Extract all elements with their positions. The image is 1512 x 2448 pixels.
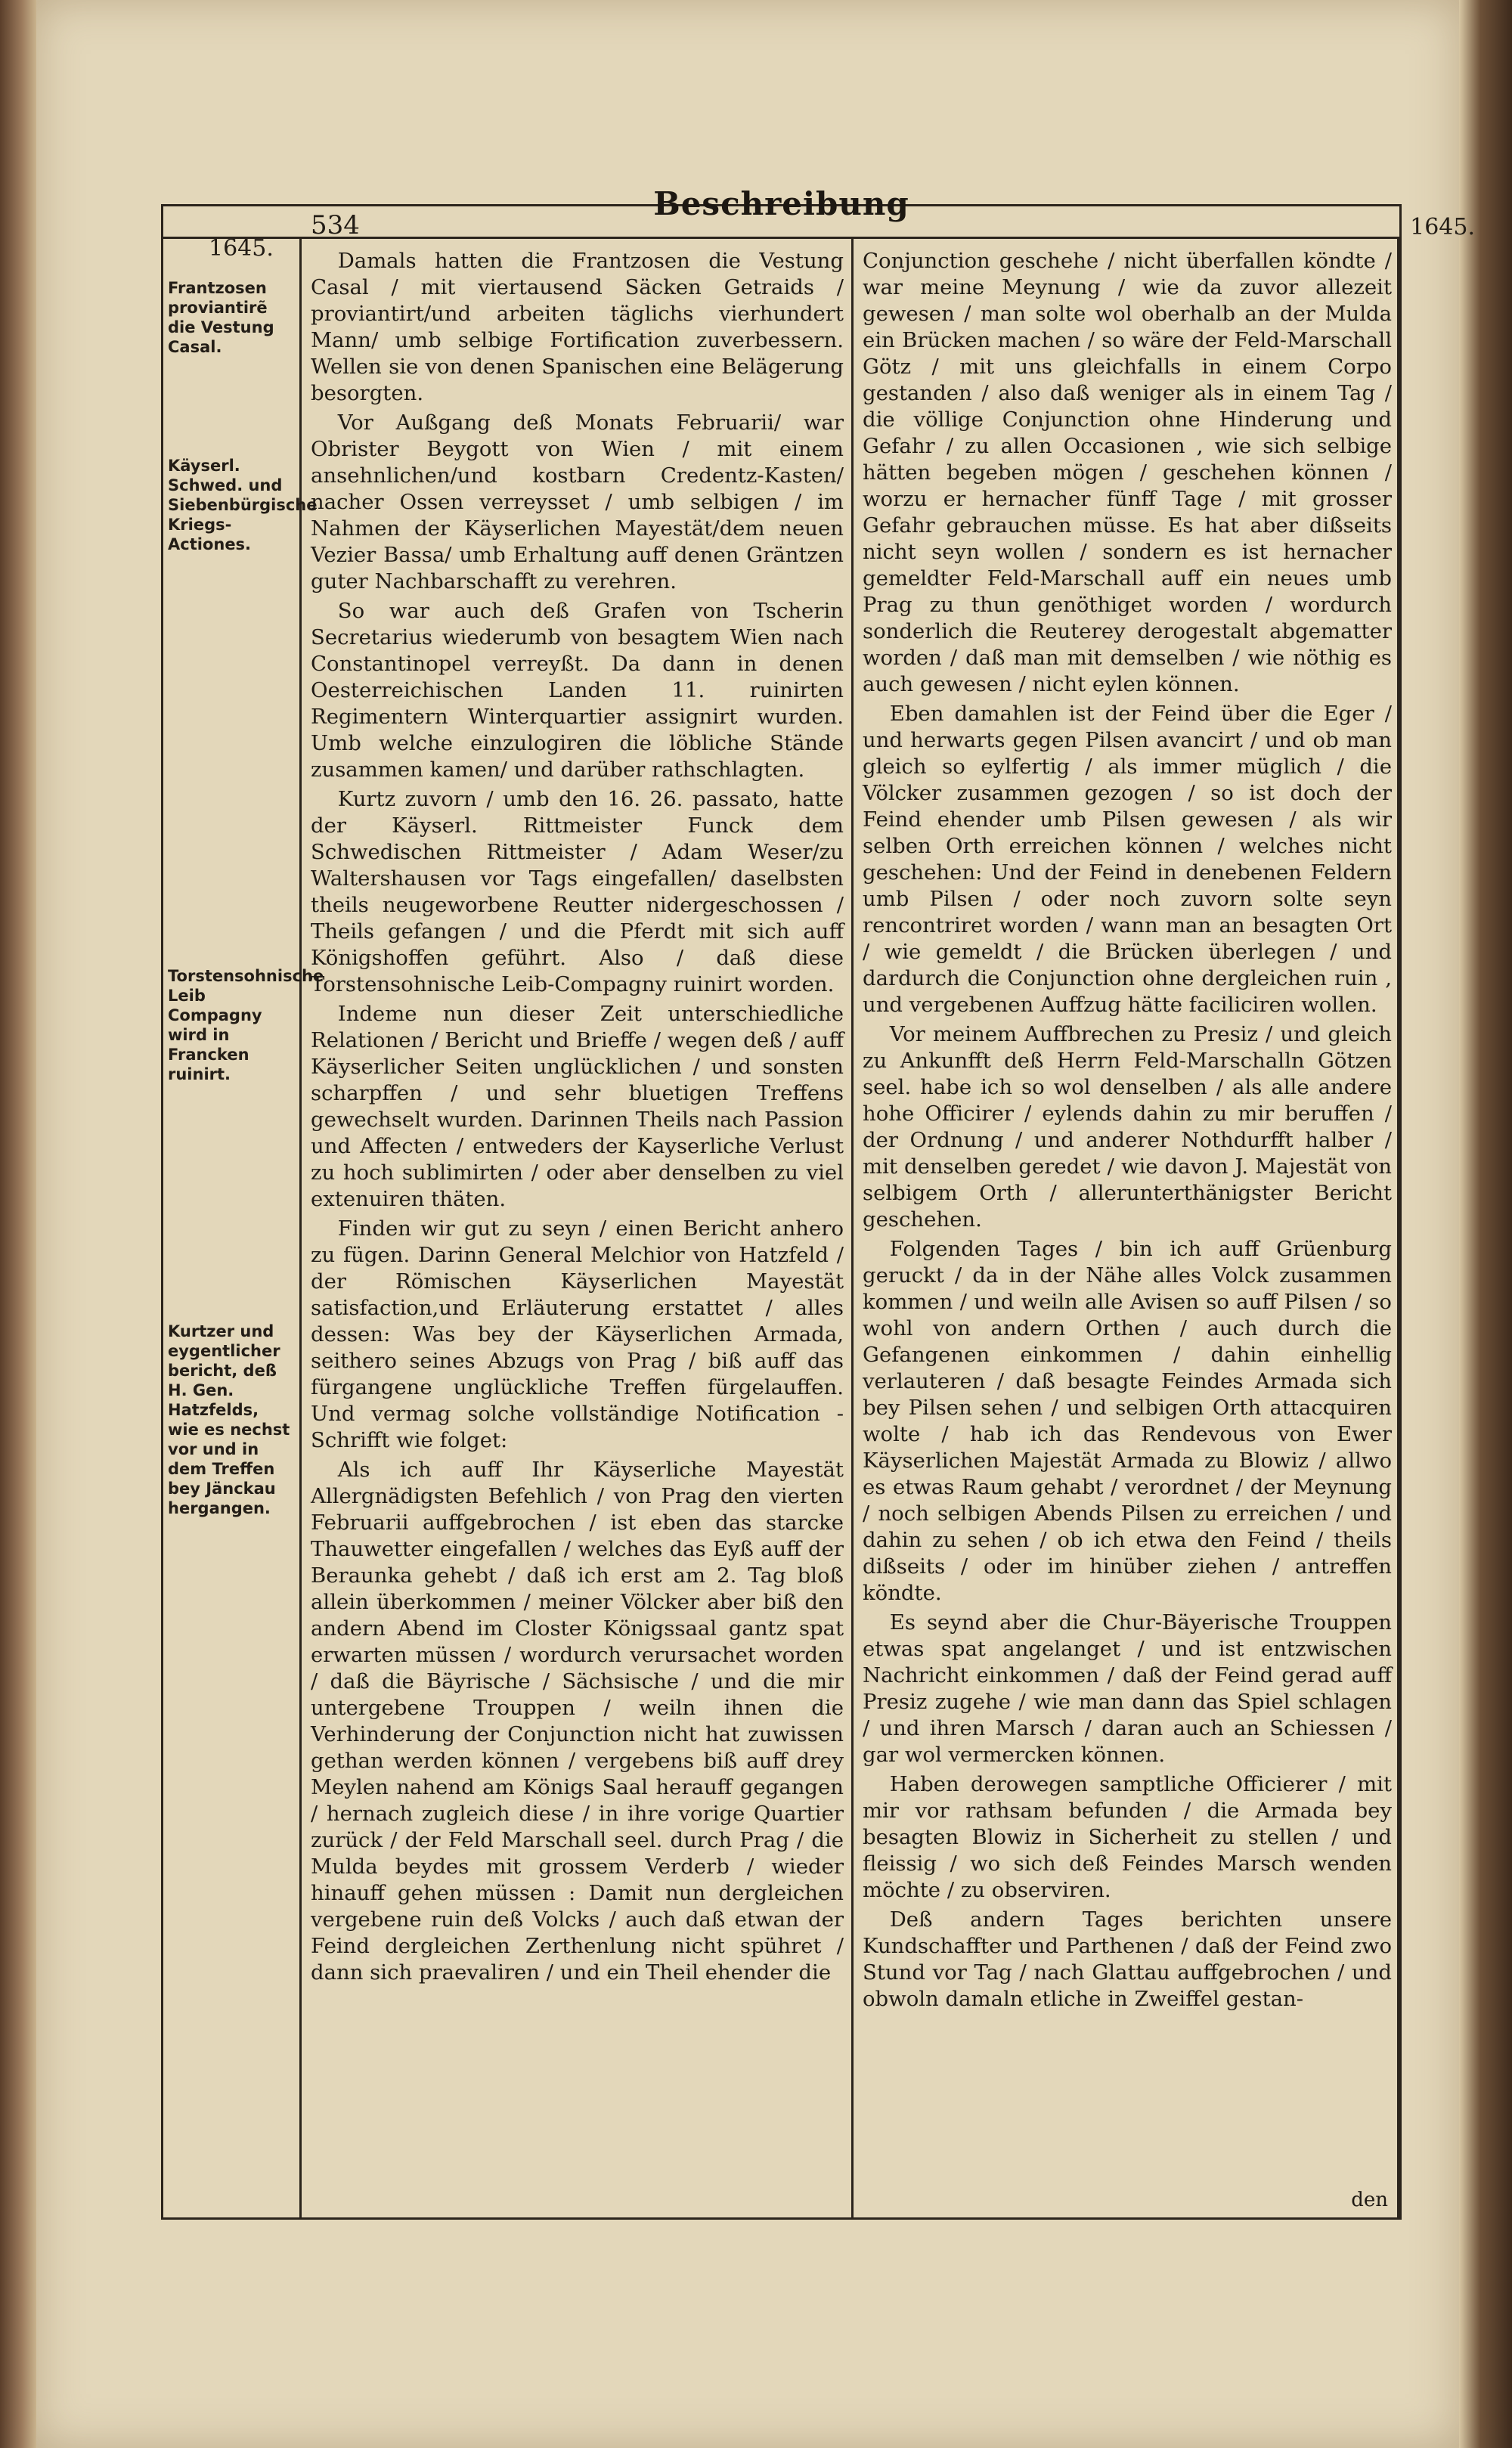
book-fore-edge-right — [1459, 0, 1512, 2448]
paragraph: So war auch deß Grafen von Tscherin Secretarius wiederumb von besagtem Wien nach Constantinopel verreyßt. Da dann in denen Oesterreichischen Landen 11. ruinirten Regimentern Winterquartier assignirt wurden. Umb welche einzulogiren die löbliche Stände zusammen kamen/ und darüber rathschlagten. — [311, 599, 844, 782]
paragraph: Indeme nun dieser Zeit unterschiedliche Relationen / Bericht und Brieffe / wegen deß / auff Käyserlicher Seiten unglücklichen / und sonsten scharpffen / und sehr bluetigen Treffens gewechselt wurden. Darinnen Theils nach Passion und Affecten / entweders der Kayserliche Verlust zu hoch sublimirten / oder aber denselben zu viel extenuiren thäten. — [311, 1002, 844, 1211]
book-page — [36, 0, 1475, 2448]
paragraph: Conjunction geschehe / nicht überfallen köndte / war meine Meynung / wie da zuvor allezeit gewesen / man solte wol oberhalb an der Mulda ein Brücken machen / so wäre der Feld-Marschall Götz / mit uns gleichfalls in einem Corpo gestanden / also daß weniger als in einem Tag / die völlige Conjunction ohne Hinderung und Gefahr / zu allen Occasionen , wie sich selbige hätten begeben mögen / geschehen können / worzu er hernacher fünff Tage / mit grosser Gefahr gebrauchen müsse. Es hat aber dißseits nicht seyn wollen / sondern es ist hernacher gemeldter Feld-Marschall auff ein neues umb Prag zu thun genöthiget worden / wordurch sonderlich die Reuterey derogestalt abgematter worden / daß man mit demselben / wie nöthig es auch gewesen / nicht eylen können. — [863, 249, 1392, 696]
year-right: 1645. — [1410, 214, 1475, 240]
margin-note: Torstensohnische Leib Compagny wird in Francken ruinirt. — [168, 967, 324, 1083]
margin-rule — [299, 237, 302, 2217]
paragraph: Damals hatten die Frantzosen die Vestung Casal / mit viertausend Säcken Getraids / proviantirt/und arbeiten täglichs vierhundert Mann/ umb selbige Fortification zuverbessern. Wellen sie von denen Spanischen eine Belägerung besorgten. — [311, 249, 844, 405]
paragraph: Es seynd aber die Chur-Bäyerische Trouppen etwas spat angelanget / und ist entzwischen Nachricht einkommen / daß der Feind gerad auff Presiz zugehe / wie man dann das Spiel schlagen / und ihren Marsch / daran auch an Schiessen / gar wol vermercken können. — [863, 1610, 1392, 1767]
header-rule — [163, 237, 1399, 239]
text-frame — [161, 185, 1475, 2220]
right-border — [1397, 237, 1399, 2217]
running-title: Beschreibung — [653, 185, 909, 222]
paragraph: Vor Außgang deß Monats Februarii/ war Obrister Beygott von Wien / mit einem ansehnlichen/und kostbarn Credentz-Kasten/ nacher Ossen verreysset / umb selbigen / im Nahmen der Käyserlichen Mayestät/dem neuen Vezier Bassa/ umb Erhaltung auff denen Gräntzen guter Nachbarschafft zu verehren. — [311, 411, 844, 593]
paragraph: Haben derowegen samptliche Officierer / mit mir vor rathsam befunden / die Armada bey besagten Blowiz in Sicherheit zu stellen / und fleissig / wo sich deß Feindes Marsch wenden möchte / zu observiren. — [863, 1772, 1392, 1902]
paragraph: Eben damahlen ist der Feind über die Eger / und herwarts gegen Pilsen avancirt / und ob man gleich so eylfertig / als immer müglich / die Völcker zusammen gezogen / so ist doch der Feind ehender umb Pilsen gewesen / als wir selben Orth erreichen können / welches nicht geschehen: Und der Feind in denebenen Feldern umb Pilsen / oder noch zuvorn solte seyn rencontriret worden / wann man an besagten Ort / wie gemeldt / die Brücken überlegen / und dardurch die Conjunction ohne dergleichen ruin , und vergebenen Auffzug hätte faciliciren wollen. — [863, 702, 1392, 1017]
paragraph: Kurtz zuvorn / umb den 16. 26. passato, hatte der Käyserl. Rittmeister Funck dem Schwedischen Rittmeister / Adam Weser/zu Waltershausen vor Tags eingefallen/ daselbsten theils neugeworbene Reutter nidergeschossen / Theils gefangen / und die Pferdt mit sich auff Königshoffen geführt. Also / daß diese Torstensohnische Leib-Compagny ruinirt worden. — [311, 787, 844, 996]
paragraph: Finden wir gut zu seyn / einen Bericht anhero zu fügen. Darinn General Melchior von Hatzfeld / der Römischen Käyserlichen Mayestät satisfaction,und Erläuterung erstattet / alles dessen: Was bey der Käyserlichen Armada, seithero seines Abzugs von Prag / biß auff das fürgangene unglückliche Treffen fürgelauffen. Und vermag solche vollständige Notification - Schrifft wie folget: — [311, 1216, 844, 1452]
paragraph: Deß andern Tages berichten unsere Kundschaffter und Parthenen / daß der Feind zwo Stund vor Tag / nach Glattau auffgebrochen / und obwoln damaln etliche in Zweiffel gestan- — [863, 1907, 1392, 2011]
margin-note: Frantzosen proviantirẽ die Vestung Casal. — [168, 279, 274, 356]
margin-note: Kurtzer und eygentlicher bericht, deß H. Gen. Hatzfelds, wie es nechst vor und in dem Treffen bey Jänckau hergangen. — [168, 1322, 290, 1517]
left-column — [311, 248, 844, 1989]
catchword: den — [1351, 2189, 1388, 2211]
paragraph: Folgenden Tages / bin ich auff Grüenburg geruckt / da in der Nähe alles Volck zusammen kommen / und weiln alle Avisen so auff Pilsen / so wohl von andern Orthen / auch durch die Gefangenen einkommen / dahin einhellig verlauteren / daß besagte Feindes Armada sich bey Pilsen sehen / und selbigen Orth attacquiren wolte / hab ich das Rendevous von Ewer Käyserlichen Majestät Armada zu Blowiz / allwo es etwas Raum gehabt / verordnet / der Meynung / noch selbigen Abends Pilsen zu erreichen / und dahin zu sehen / ob ich etwa den Feind / theils dißseits / oder im hinüber ziehen / antreffen köndte. — [863, 1237, 1392, 1605]
column-divider — [851, 237, 854, 2217]
page-number: 534 — [311, 210, 360, 240]
book-gutter-left — [0, 0, 36, 2448]
paragraph: Als ich auff Ihr Käyserliche Mayestät Allergnädigsten Befehlich / von Prag den vierten Februarii auffgebrochen / ist eben das starcke Thauwetter eingefallen / welches das Eyß auff der Beraunka gehebt / daß ich erst am 2. Tag bloß allein überkommen / meiner Völcker aber biß den andern Abend im Closter Königssaal gantz spat erwarten müssen / wordurch verursachet worden / daß die Bäyrische / Sächsische / und die mir untergebene Trouppen / weiln ihnen die Verhinderung der Conjunction nicht hat zuwissen gethan werden können / vergebens biß auff drey Meylen nahend am Königs Saal herauff gegangen / hernach zugleich diese / in ihre vorige Quartier zurück / der Feld Marschall seel. durch Prag / die Mulda beydes mit grossem Verderb / wieder hinauff gehen müssen : Damit nun dergleichen vergebene ruin deß Volcks / auch daß etwan der Feind dergleichen Zerthenlung nicht spühret / dann sich praevaliren / und ein Theil ehender die — [311, 1458, 844, 1985]
paragraph: Vor meinem Auffbrechen zu Presiz / und gleich zu Ankunfft deß Herrn Feld-Marschalln Götzen seel. habe ich so wol denselben / als alle andere hohe Officirer / eylends dahin zu mir beruffen / der Ordnung / und anderer Nothdurfft halber / mit denselben geredet / wie davon J. Majestät von selbigem Orth / allerunterthänigster Bericht geschehen. — [863, 1022, 1392, 1232]
right-column — [863, 248, 1392, 2016]
year-left: 1645. — [209, 235, 274, 262]
margin-note: Käyserl. Schwed. und Siebenbürgische Kriegs-Actiones. — [168, 457, 318, 553]
